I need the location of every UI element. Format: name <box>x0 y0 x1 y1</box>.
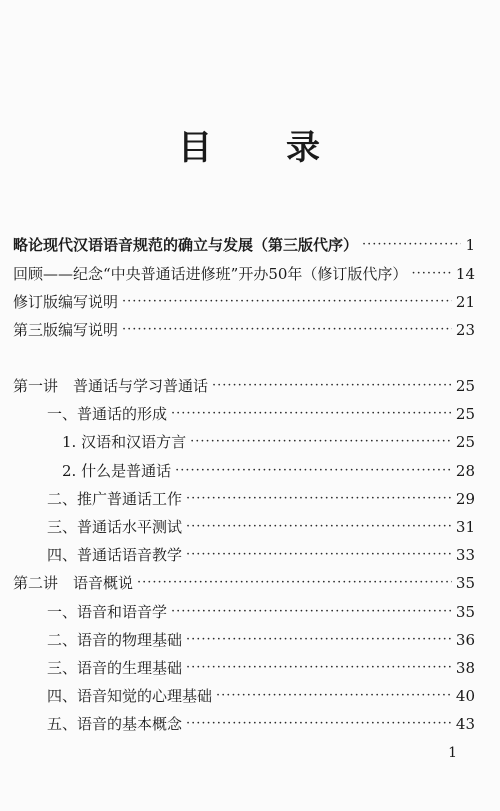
dot-leader <box>186 712 452 736</box>
toc-entry-title: 三、语音的生理基础 <box>47 659 183 677</box>
toc-entry-title: 二、语音的物理基础 <box>47 631 183 649</box>
dot-leader <box>411 262 451 286</box>
toc-entry-title: 略论现代汉语语音规范的确立与发展（第三版代序） <box>13 236 359 254</box>
toc-entry <box>0 374 500 398</box>
toc-entry-page: 36 <box>455 631 475 649</box>
dot-leader <box>216 684 452 708</box>
toc-entry-page: 25 <box>455 405 475 423</box>
toc-entry-page: 35 <box>455 574 475 592</box>
toc-entry-page: 23 <box>455 321 475 339</box>
toc-entry-page: 29 <box>455 490 475 508</box>
toc-entry <box>0 600 500 624</box>
dot-leader <box>186 515 452 539</box>
dot-leader <box>186 656 452 680</box>
toc-entry-title: 修订版编写说明 <box>13 293 119 311</box>
toc-entry-page: 40 <box>455 687 475 705</box>
toc-entry <box>0 656 500 680</box>
toc-entry-page: 25 <box>455 377 475 395</box>
toc-entry <box>0 515 500 539</box>
toc-entry-title: 第二讲 语音概说 <box>13 574 134 592</box>
toc-entry-page: 33 <box>455 546 475 564</box>
toc-entry-page: 21 <box>455 293 475 311</box>
toc-entry <box>0 487 500 511</box>
toc-entry <box>0 628 500 652</box>
toc-entry-title: 五、语音的基本概念 <box>47 715 183 733</box>
toc-entry-title: 二、推广普通话工作 <box>47 490 183 508</box>
toc-entry-page: 28 <box>455 462 475 480</box>
toc-entry-page: 25 <box>455 433 475 451</box>
toc-entry-title: 四、语音知觉的心理基础 <box>47 687 213 705</box>
toc-entry <box>0 402 500 426</box>
toc-entry-title: 一、普通话的形成 <box>47 405 168 423</box>
toc-entry-page: 38 <box>455 659 475 677</box>
toc-entry <box>0 543 500 567</box>
toc-entry-title: 2. 什么是普通话 <box>62 462 172 480</box>
dot-leader <box>171 402 452 426</box>
toc-entry-title: 一、语音和语音学 <box>47 603 168 621</box>
toc-entry-title: 回顾——纪念“中央普通话进修班”开办50年（修订版代序） <box>13 265 408 283</box>
toc-entry-page: 43 <box>455 715 475 733</box>
toc-entry <box>0 318 500 342</box>
toc-entry <box>0 290 500 314</box>
toc-entry <box>0 571 500 595</box>
toc-entry <box>0 684 500 708</box>
toc-entry-title: 1. 汉语和汉语方言 <box>62 433 187 451</box>
toc-entry <box>0 262 500 286</box>
dot-leader <box>175 459 452 483</box>
dot-leader <box>171 600 452 624</box>
toc-entry-page: 31 <box>455 518 475 536</box>
toc-entry-title: 第三版编写说明 <box>13 321 119 339</box>
toc-entry-page: 1 <box>465 236 475 254</box>
toc-entry-title: 三、普通话水平测试 <box>47 518 183 536</box>
dot-leader <box>137 571 452 595</box>
toc-entry <box>0 459 500 483</box>
toc-entry <box>0 233 500 257</box>
toc-entry <box>0 712 500 736</box>
dot-leader <box>186 628 452 652</box>
toc-entry-title: 第一讲 普通话与学习普通话 <box>13 377 209 395</box>
page-title: 目 录 <box>178 128 322 168</box>
page-number: 1 <box>448 745 457 761</box>
dot-leader <box>186 543 452 567</box>
dot-leader <box>362 233 461 257</box>
toc-entry <box>0 430 500 454</box>
toc-entry-page: 35 <box>455 603 475 621</box>
dot-leader <box>190 430 452 454</box>
dot-leader <box>122 318 452 342</box>
dot-leader <box>186 487 452 511</box>
dot-leader <box>122 290 452 314</box>
toc-entry-title: 四、普通话语音教学 <box>47 546 183 564</box>
toc-entry-page: 14 <box>455 265 475 283</box>
dot-leader <box>212 374 452 398</box>
